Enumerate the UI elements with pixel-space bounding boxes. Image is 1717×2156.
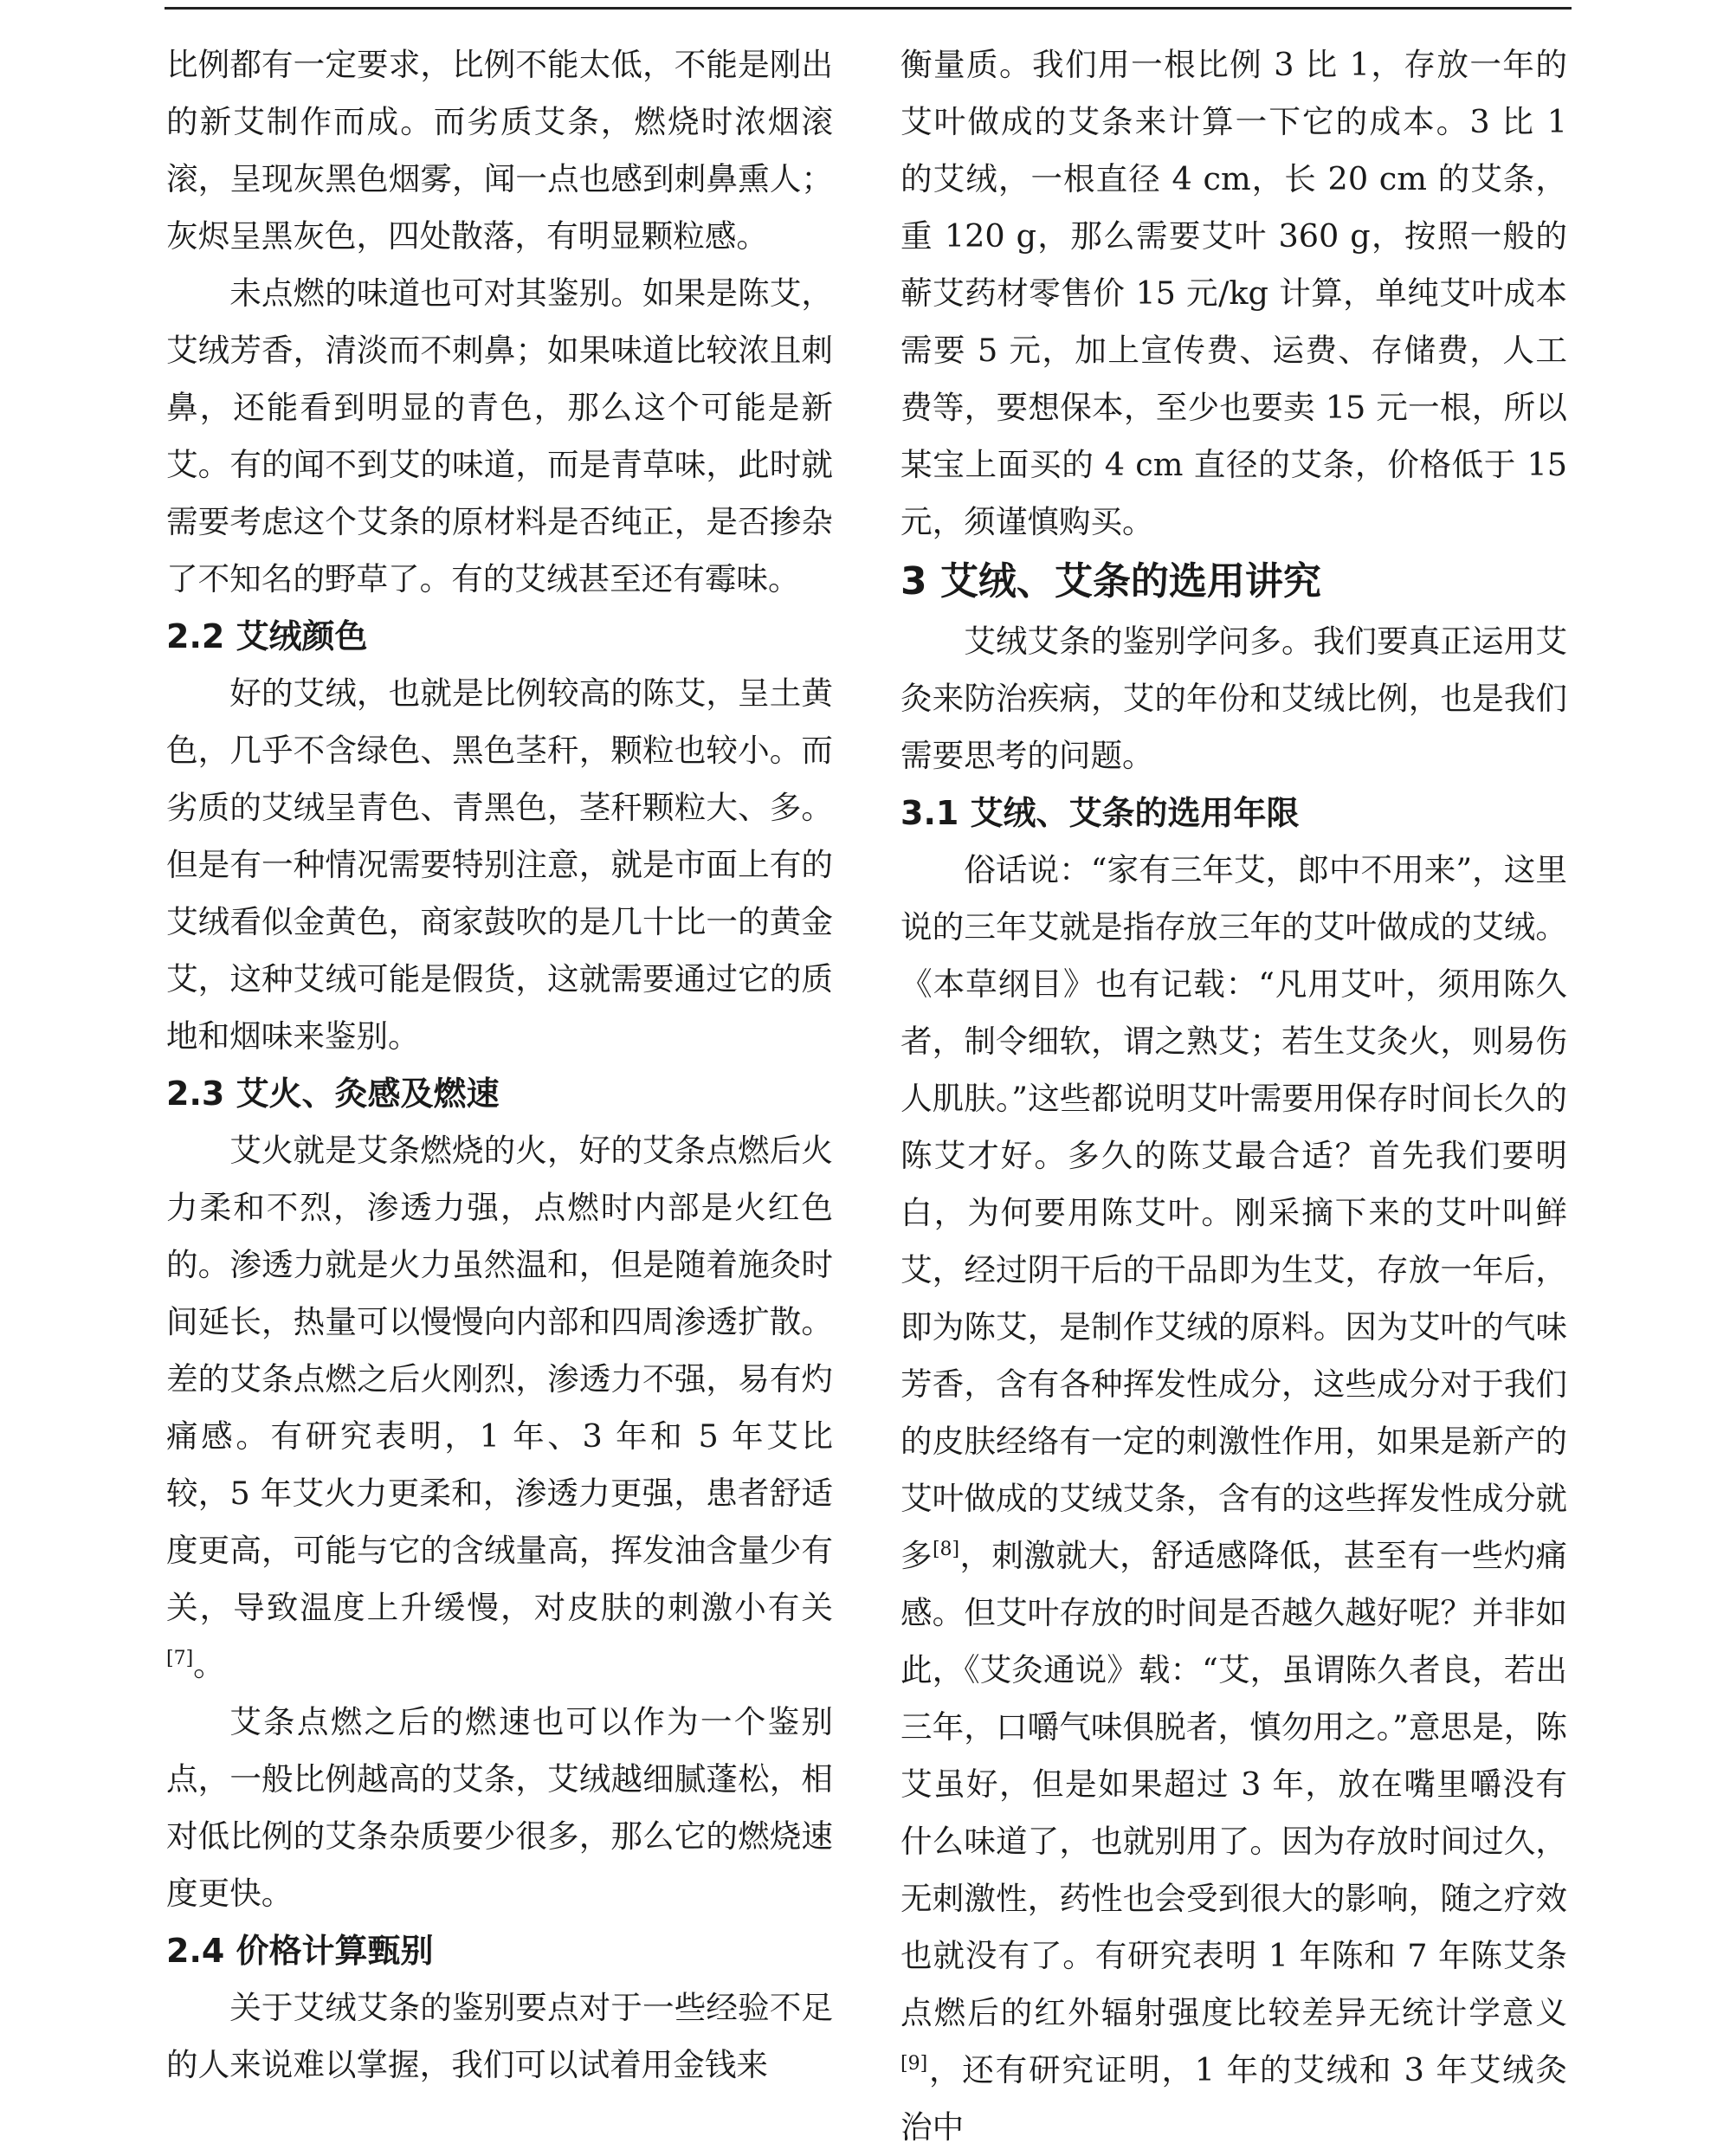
section-heading-3-1: 3.1 艾绒、艾条的选用年限	[900, 794, 1300, 832]
citation-ref[interactable]: [7]	[166, 1647, 194, 1669]
paragraph: 关于艾绒艾条的鉴别要点对于一些经验不足的人来说难以掌握，我们可以试着用金钱来	[166, 1989, 833, 2083]
section-heading-2-2: 2.2 艾绒颜色	[166, 617, 368, 655]
paragraph	[166, 1122, 833, 1694]
section-heading-2-3: 2.3 艾火、灸感及燃速	[166, 1075, 500, 1113]
paragraph-text: ，还有研究证明，1 年的艾绒和 3 年艾绒灸治中	[900, 2051, 1567, 2146]
paragraph-text: 俗话说：“家有三年艾，郎中不用来”，这里说的三年艾就是指存放三年的艾叶做成的艾绒。《本草纲目》也有记载：“凡用艾叶，须用陈久者，制令细软，谓之熟艾；若生艾灸火，则易伤人肌肤。”这些都说明艾叶需要用保存时间长久的陈艾才好。多久的陈艾最合适？首先我们要明白，为何要用陈艾叶。刚采摘下来的艾叶叫鲜艾，经过阴干后的干品即为生艾，存放一年后，即为陈艾，是制作艾绒的原料。因为艾叶的气味芳香，含有各种挥发性成分，这些成分对于我们的皮肤经络有一定的刺激性作用，如果是新产的艾叶做成的艾绒艾条，含有的这些挥发性成分就多	[900, 851, 1567, 1574]
paragraph: 艾绒艾条的鉴别学问多。我们要真正运用艾灸来防治疾病，艾的年份和艾绒比例，也是我们需要思考的问题。	[900, 623, 1567, 774]
citation-ref[interactable]: [9]	[900, 2052, 928, 2075]
header-rule	[165, 7, 1572, 10]
paragraph: 比例都有一定要求，比例不能太低，不能是刚出的新艾制作而成。而劣质艾条，燃烧时浓烟滚滚，呈现灰黑色烟雾，闻一点也感到刺鼻熏人；灰烬呈黑灰色，四处散落，有明显颗粒感。	[166, 46, 833, 255]
paragraph-text: 。	[193, 1646, 225, 1683]
left-column	[166, 36, 833, 2094]
paragraph: 未点燃的味道也可对其鉴别。如果是陈艾，艾绒芳香，清淡而不刺鼻；如果味道比较浓且刺鼻，还能看到明显的青色，那么这个可能是新艾。有的闻不到艾的味道，而是青草味，此时就需要考虑这个艾条的原材料是否纯正，是否掺杂了不知名的野草了。有的艾绒甚至还有霉味。	[166, 274, 833, 597]
citation-ref[interactable]: [8]	[932, 1538, 960, 1560]
section-heading-3: 3 艾绒、艾条的选用讲究	[900, 559, 1321, 604]
section-heading-2-4: 2.4 价格计算甄别	[166, 1932, 434, 1970]
paragraph: 衡量质。我们用一根比例 3 比 1，存放一年的艾叶做成的艾条来计算一下它的成本。3 比 1 的艾绒，一根直径 4 cm，长 20 cm 的艾条，重 120 g，那么需要艾叶 360 g，按照一般的蕲艾药材零售价 15 元/kg 计算，单纯艾叶成本需要 5 元，加上宣传费、运费、存储费，人工费等，要想保本，至少也要卖 15 元一根，所以某宝上面买的 4 cm 直径的艾条，价格低于 15 元，须谨慎购买。	[900, 46, 1567, 540]
paragraph	[900, 842, 1567, 2156]
paragraph: 艾条点燃之后的燃速也可以作为一个鉴别点，一般比例越高的艾条，艾绒越细腻蓬松，相对低比例的艾条杂质要少很多，那么它的燃烧速度更快。	[166, 1703, 833, 1912]
paragraph-text: 艾火就是艾条燃烧的火，好的艾条点燃后火力柔和不烈，渗透力强，点燃时内部是火红色的。渗透力就是火力虽然温和，但是随着施灸时间延长，热量可以慢慢向内部和四周渗透扩散。差的艾条点燃之后火刚烈，渗透力不强，易有灼痛感。有研究表明，1 年、3 年和 5 年艾比较，5 年艾火力更柔和，渗透力更强，患者舒适度更高，可能与它的含绒量高，挥发油含量少有关，导致温度上升缓慢，对皮肤的刺激小有关	[166, 1132, 833, 1626]
right-column	[900, 36, 1567, 2156]
paragraph-text: ，刺激就大，舒适感降低，甚至有一些灼痛感。但艾叶存放的时间是否越久越好呢？并非如此，《艾灸通说》载：“艾，虽谓陈久者良，若出三年，口嚼气味俱脱者，慎勿用之。”意思是，陈艾虽好，但是如果超过 3 年，放在嘴里嚼没有什么味道了，也就别用了。因为存放时间过久，无刺激性，药性也会受到很大的影响，随之疗效也就没有了。有研究表明 1 年陈和 7 年陈艾条点燃后的红外辐射强度比较差异无统计学意义	[900, 1537, 1567, 2031]
paragraph: 好的艾绒，也就是比例较高的陈艾，呈土黄色，几乎不含绿色、黑色茎秆，颗粒也较小。而劣质的艾绒呈青色、青黑色，茎秆颗粒大、多。但是有一种情况需要特别注意，就是市面上有的艾绒看似金黄色，商家鼓吹的是几十比一的黄金艾，这种艾绒可能是假货，这就需要通过它的质地和烟味来鉴别。	[166, 675, 833, 1055]
